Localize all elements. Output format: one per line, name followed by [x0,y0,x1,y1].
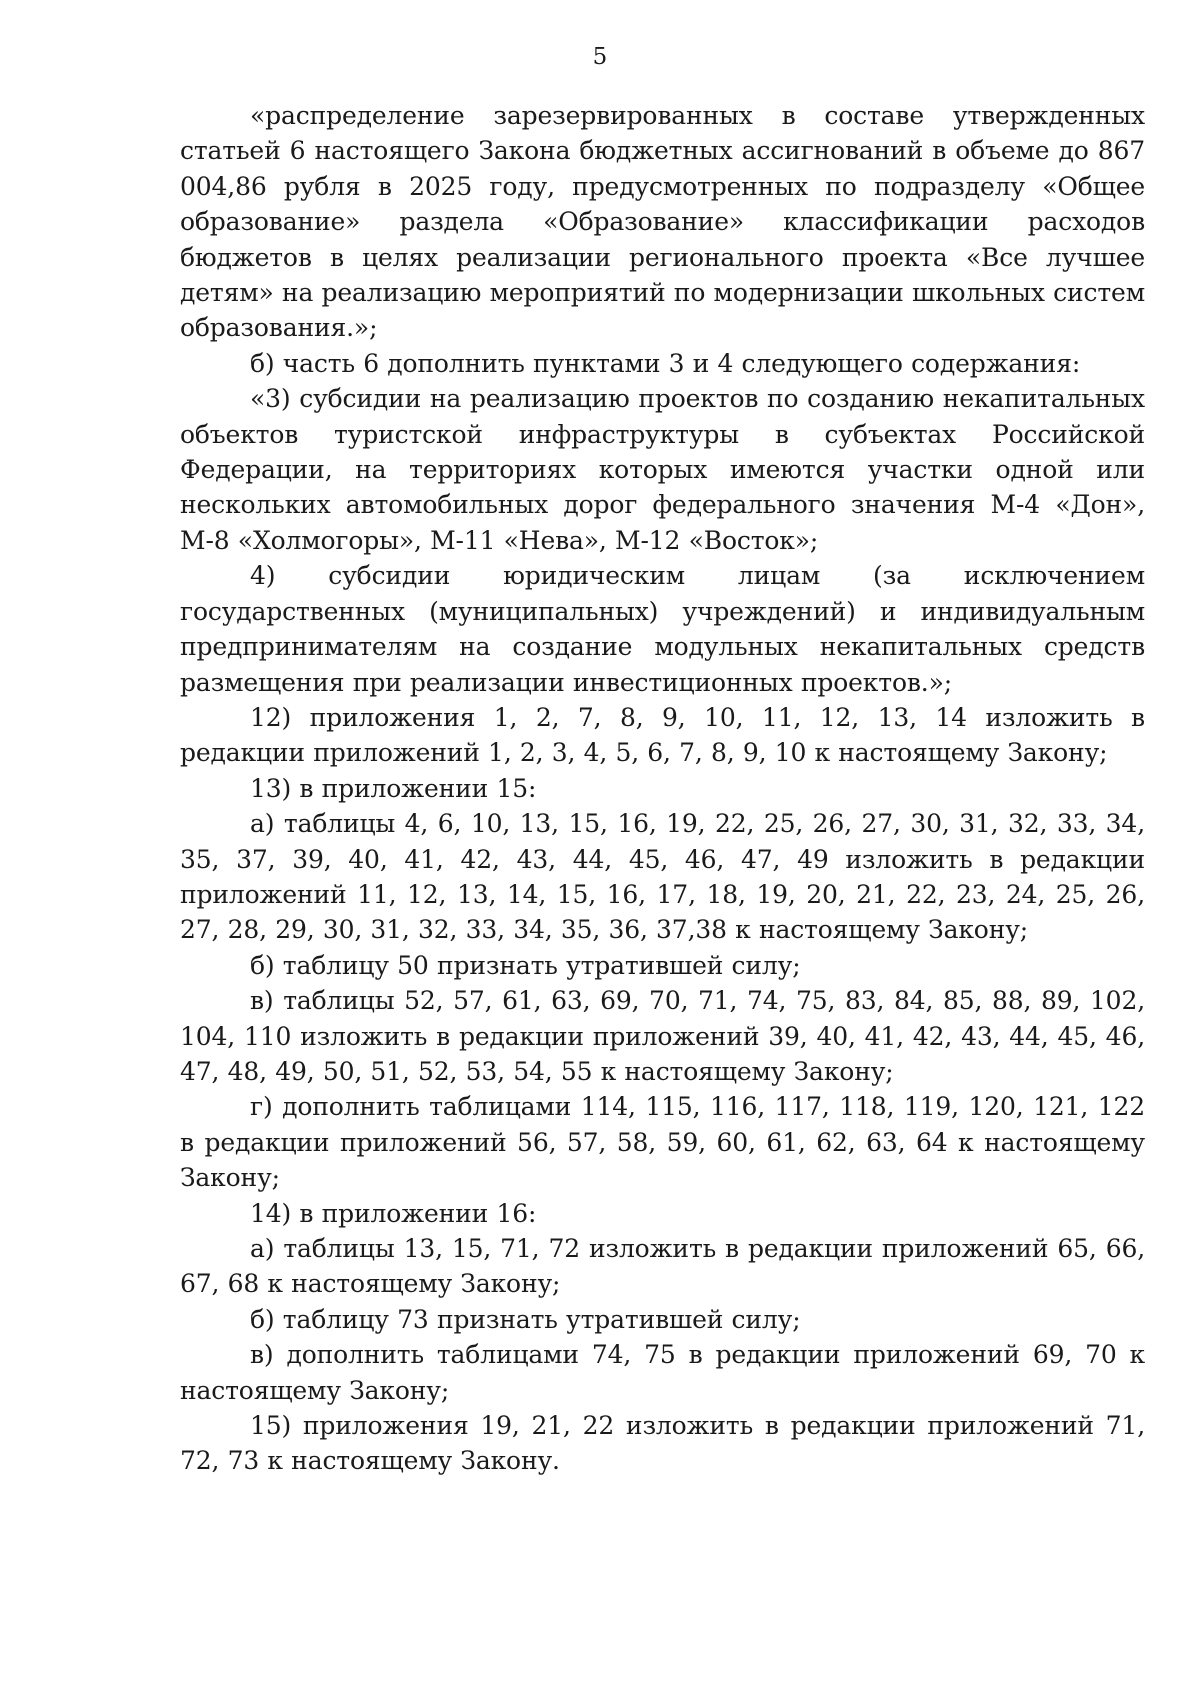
paragraph-part-6-amendment: б) часть 6 дополнить пунктами 3 и 4 следующего содержания: [250,348,1081,378]
paragraph-item-14: 14) в приложении 16: [250,1198,537,1228]
paragraph-item-13-b: б) таблицу 50 признать утратившей силу; [250,950,801,980]
paragraph-item-13-a: а) таблицы 4, 6, 10, 13, 15, 16, 19, 22, 25, 26, 27, 30, 31, 32, 33, 34, 35, 37, 39, 40, 41, 42, 43, 44, 45, 46, 47, 49 изложить в редакции приложений 11, 12, 13, 14, 15, 16, 17, 18, 19, 20, 21, 22, 23, 24, 25, 26, 27, 28, 29, 30, 31, 32, 33, 34, 35, 36, 37,38 к настоящему Закону; [180,809,1145,945]
paragraph-reserved-allocations: «распределение зарезервированных в составе утвержденных статьей 6 настоящего Закона бюджетных ассигнований в объеме до 867 004,86 рубля в 2025 году, предусмотренных по подразделу «Общее образование» раздела «Образование» классификации расходов бюджетов в целях реализации регионального проекта «Все лучшее детям» на реализацию мероприятий по модернизации школьных систем образования.»; [180,101,1145,343]
paragraph-item-12: 12) приложения 1, 2, 7, 8, 9, 10, 11, 12, 13, 14 изложить в редакции приложений 1, 2, 3, 4, 5, 6, 7, 8, 9, 10 к настоящему Закону; [180,702,1145,768]
paragraph-item-14-v: в) дополнить таблицами 74, 75 в редакции приложений 69, 70 к настоящему Закону; [180,1340,1145,1405]
page-number: 5 [592,44,608,70]
paragraph-item-4-subsidies: 4) субсидии юридическим лицам (за исключением государственных (муниципальных) учреждений) и индивидуальным предпринимателям на создание модульных некапитальных средств размещения при реализации инвестиционных проектов.»; [180,561,1145,697]
paragraph-item-14-b: б) таблицу 73 признать утратившей силу; [250,1304,801,1334]
paragraph-item-13-v: в) таблицы 52, 57, 61, 63, 69, 70, 71, 74, 75, 83, 84, 85, 88, 89, 102, 104, 110 изложить в редакции приложений 39, 40, 41, 42, 43, 44, 45, 46, 47, 48, 49, 50, 51, 52, 53, 54, 55 к настоящему Закону; [180,986,1145,1086]
paragraph-item-13: 13) в приложении 15: [250,773,537,803]
document-body [180,98,1145,1479]
paragraph-item-15: 15) приложения 19, 21, 22 изложить в редакции приложений 71, 72, 73 к настоящему Закону. [180,1411,1145,1476]
paragraph-item-13-g: г) дополнить таблицами 114, 115, 116, 117, 118, 119, 120, 121, 122 в редакции приложений 56, 57, 58, 59, 60, 61, 62, 63, 64 к настоящему Закону; [180,1092,1145,1193]
paragraph-item-14-a: а) таблицы 13, 15, 71, 72 изложить в редакции приложений 65, 66, 67, 68 к настоящему Закону; [180,1234,1145,1299]
paragraph-item-3-subsidies: «3) субсидии на реализацию проектов по созданию некапитальных объектов туристской инфраструктуры в субъектах Российской Федерации, на территориях которых имеются участки одной или нескольких автомобильных дорог федерального значения М-4 «Дон», М-8 «Холмогоры», М-11 «Нева», М-12 «Восток»; [180,384,1145,555]
